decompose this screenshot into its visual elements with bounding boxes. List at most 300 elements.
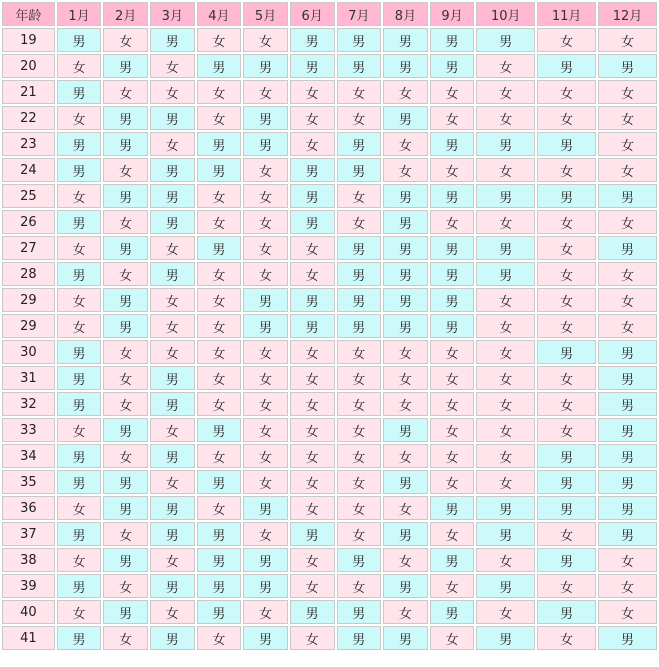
- table-row: [2, 548, 657, 572]
- gender-cell: 男: [290, 210, 335, 234]
- gender-cell: 男: [57, 80, 102, 104]
- gender-cell: 女: [290, 470, 335, 494]
- gender-cell: 男: [103, 418, 148, 442]
- gender-cell: 男: [150, 626, 195, 650]
- gender-cell: 女: [290, 262, 335, 286]
- gender-cell: 女: [476, 210, 535, 234]
- gender-cell: 男: [598, 444, 657, 468]
- gender-cell: 女: [383, 132, 428, 156]
- gender-cell: 男: [476, 184, 535, 208]
- table-row: [2, 184, 657, 208]
- gender-cell: 男: [383, 470, 428, 494]
- gender-cell: 女: [337, 470, 382, 494]
- gender-cell: 女: [197, 314, 242, 338]
- gender-cell: 男: [150, 262, 195, 286]
- gender-cell: 男: [337, 54, 382, 78]
- gender-cell: 男: [243, 496, 288, 520]
- table-row: [2, 444, 657, 468]
- age-column-header: 年龄: [2, 2, 55, 26]
- gender-cell: 女: [103, 340, 148, 364]
- gender-cell: 女: [383, 80, 428, 104]
- gender-cell: 男: [57, 574, 102, 598]
- gender-cell: 女: [197, 80, 242, 104]
- gender-cell: 男: [150, 106, 195, 130]
- gender-cell: 男: [598, 392, 657, 416]
- gender-cell: 男: [197, 158, 242, 182]
- gender-cell: 男: [430, 548, 475, 572]
- gender-cell: 女: [337, 80, 382, 104]
- gender-cell: 女: [197, 444, 242, 468]
- month-header: 2月: [103, 2, 148, 26]
- age-cell: 25: [2, 184, 55, 208]
- gender-cell: 女: [197, 184, 242, 208]
- gender-cell: 男: [337, 28, 382, 52]
- gender-cell: 男: [383, 28, 428, 52]
- gender-cell: 女: [243, 236, 288, 260]
- table-row: [2, 366, 657, 390]
- gender-cell: 女: [243, 470, 288, 494]
- gender-cell: 女: [383, 548, 428, 572]
- gender-cell: 男: [476, 496, 535, 520]
- table-row: [2, 340, 657, 364]
- gender-cell: 女: [243, 80, 288, 104]
- gender-cell: 女: [57, 600, 102, 624]
- gender-cell: 女: [476, 340, 535, 364]
- gender-cell: 女: [598, 106, 657, 130]
- gender-cell: 女: [337, 522, 382, 546]
- gender-cell: 男: [598, 366, 657, 390]
- gender-cell: 女: [476, 54, 535, 78]
- month-header: 10月: [476, 2, 535, 26]
- gender-cell: 女: [476, 158, 535, 182]
- gender-cell: 女: [537, 106, 596, 130]
- gender-cell: 女: [476, 600, 535, 624]
- gender-cell: 女: [476, 548, 535, 572]
- gender-cell: 女: [537, 522, 596, 546]
- gender-cell: 女: [197, 210, 242, 234]
- month-header: 11月: [537, 2, 596, 26]
- month-header: 9月: [430, 2, 475, 26]
- table-row: [2, 314, 657, 338]
- gender-cell: 女: [290, 392, 335, 416]
- gender-cell: 女: [537, 28, 596, 52]
- gender-cell: 女: [598, 210, 657, 234]
- age-cell: 32: [2, 392, 55, 416]
- gender-cell: 女: [103, 28, 148, 52]
- gender-cell: 女: [290, 366, 335, 390]
- gender-cell: 男: [430, 54, 475, 78]
- gender-cell: 女: [290, 444, 335, 468]
- gender-cell: 女: [337, 106, 382, 130]
- month-header: 3月: [150, 2, 195, 26]
- gender-cell: 男: [197, 522, 242, 546]
- gender-cell: 男: [537, 184, 596, 208]
- gender-cell: 男: [243, 54, 288, 78]
- gender-cell: 男: [197, 132, 242, 156]
- gender-cell: 男: [197, 574, 242, 598]
- gender-cell: 男: [337, 158, 382, 182]
- gender-cell: 女: [598, 80, 657, 104]
- gender-cell: 男: [243, 106, 288, 130]
- gender-cell: 女: [290, 132, 335, 156]
- gender-cell: 女: [476, 80, 535, 104]
- gender-cell: 女: [57, 184, 102, 208]
- gender-cell: 女: [103, 158, 148, 182]
- month-header: 7月: [337, 2, 382, 26]
- gender-cell: 男: [103, 470, 148, 494]
- age-cell: 29: [2, 314, 55, 338]
- gender-cell: 女: [150, 340, 195, 364]
- gender-cell: 男: [57, 444, 102, 468]
- gender-cell: 女: [243, 444, 288, 468]
- gender-cell: 男: [537, 496, 596, 520]
- gender-cell: 女: [150, 80, 195, 104]
- gender-cell: 男: [57, 522, 102, 546]
- gender-cell: 女: [103, 522, 148, 546]
- gender-cell: 男: [243, 548, 288, 572]
- table-row: [2, 600, 657, 624]
- gender-cell: 男: [290, 28, 335, 52]
- gender-cell: 女: [537, 314, 596, 338]
- gender-cell: 男: [197, 54, 242, 78]
- gender-cell: 男: [476, 262, 535, 286]
- table-row: [2, 132, 657, 156]
- gender-cell: 男: [197, 236, 242, 260]
- gender-cell: 女: [337, 210, 382, 234]
- gender-cell: 女: [537, 210, 596, 234]
- gender-cell: 男: [537, 54, 596, 78]
- gender-cell: 男: [57, 366, 102, 390]
- gender-cell: 女: [430, 574, 475, 598]
- gender-cell: 女: [150, 548, 195, 572]
- gender-cell: 男: [103, 132, 148, 156]
- month-header: 12月: [598, 2, 657, 26]
- month-header: 4月: [197, 2, 242, 26]
- gender-cell: 男: [598, 418, 657, 442]
- gender-cell: 女: [476, 470, 535, 494]
- gender-cell: 男: [430, 132, 475, 156]
- gender-cell: 男: [290, 314, 335, 338]
- gender-cell: 女: [150, 600, 195, 624]
- table-row: [2, 54, 657, 78]
- gender-cell: 男: [430, 184, 475, 208]
- gender-cell: 男: [537, 340, 596, 364]
- age-cell: 23: [2, 132, 55, 156]
- gender-cell: 女: [430, 522, 475, 546]
- month-header: 5月: [243, 2, 288, 26]
- age-cell: 20: [2, 54, 55, 78]
- gender-cell: 女: [243, 28, 288, 52]
- age-cell: 39: [2, 574, 55, 598]
- gender-cell: 女: [197, 106, 242, 130]
- month-header: 6月: [290, 2, 335, 26]
- gender-cell: 男: [598, 340, 657, 364]
- gender-cell: 男: [383, 522, 428, 546]
- gender-cell: 女: [337, 496, 382, 520]
- gender-cell: 女: [150, 54, 195, 78]
- gender-cell: 女: [243, 340, 288, 364]
- age-cell: 26: [2, 210, 55, 234]
- gender-cell: 女: [598, 132, 657, 156]
- gender-cell: 男: [476, 522, 535, 546]
- table-row: [2, 470, 657, 494]
- gender-cell: 男: [103, 314, 148, 338]
- gender-cell: 男: [103, 600, 148, 624]
- age-cell: 22: [2, 106, 55, 130]
- gender-cell: 女: [537, 236, 596, 260]
- gender-cell: 女: [197, 262, 242, 286]
- age-cell: 35: [2, 470, 55, 494]
- gender-cell: 男: [430, 28, 475, 52]
- gender-cell: 男: [243, 132, 288, 156]
- gender-cell: 女: [476, 314, 535, 338]
- gender-cell: 男: [430, 236, 475, 260]
- age-cell: 40: [2, 600, 55, 624]
- gender-cell: 女: [537, 366, 596, 390]
- gender-cell: 男: [383, 626, 428, 650]
- gender-cell: 男: [598, 54, 657, 78]
- gender-cell: 男: [150, 574, 195, 598]
- gender-cell: 男: [383, 288, 428, 312]
- gender-cell: 女: [103, 210, 148, 234]
- gender-cell: 女: [476, 418, 535, 442]
- gender-cell: 女: [243, 522, 288, 546]
- gender-cell: 男: [337, 262, 382, 286]
- table-row: [2, 262, 657, 286]
- gender-cell: 男: [103, 106, 148, 130]
- gender-cell: 男: [150, 366, 195, 390]
- gender-cell: 男: [383, 184, 428, 208]
- gender-cell: 女: [103, 366, 148, 390]
- gender-cell: 男: [290, 158, 335, 182]
- gender-cell: 男: [243, 314, 288, 338]
- gender-cell: 男: [57, 158, 102, 182]
- gender-cell: 男: [243, 574, 288, 598]
- gender-cell: 男: [290, 184, 335, 208]
- gender-cell: 男: [598, 626, 657, 650]
- gender-cell: 女: [243, 262, 288, 286]
- gender-cell: 女: [290, 548, 335, 572]
- month-header: 1月: [57, 2, 102, 26]
- gender-cell: 男: [243, 626, 288, 650]
- gender-cell: 男: [430, 314, 475, 338]
- gender-cell: 女: [290, 496, 335, 520]
- gender-cell: 女: [430, 418, 475, 442]
- gender-cell: 男: [103, 496, 148, 520]
- gender-cell: 女: [337, 366, 382, 390]
- gender-cell: 女: [476, 106, 535, 130]
- gender-cell: 女: [290, 574, 335, 598]
- gender-cell: 女: [598, 548, 657, 572]
- gender-cell: 男: [537, 548, 596, 572]
- table-body: [2, 28, 657, 650]
- gender-cell: 女: [383, 158, 428, 182]
- gender-cell: 女: [537, 574, 596, 598]
- age-cell: 29: [2, 288, 55, 312]
- age-cell: 34: [2, 444, 55, 468]
- gender-cell: 女: [197, 626, 242, 650]
- gender-cell: 男: [598, 496, 657, 520]
- gender-cell: 女: [57, 548, 102, 572]
- gender-cell: 女: [383, 340, 428, 364]
- age-cell: 24: [2, 158, 55, 182]
- gender-cell: 女: [383, 392, 428, 416]
- gender-cell: 女: [57, 236, 102, 260]
- table-row: [2, 496, 657, 520]
- gender-cell: 男: [290, 288, 335, 312]
- gender-cell: 女: [598, 574, 657, 598]
- gender-cell: 男: [598, 522, 657, 546]
- gender-cell: 男: [57, 392, 102, 416]
- gender-cell: 女: [290, 80, 335, 104]
- gender-cell: 男: [598, 470, 657, 494]
- gender-cell: 男: [598, 184, 657, 208]
- gender-cell: 女: [150, 314, 195, 338]
- gender-cell: 男: [290, 54, 335, 78]
- gender-cell: 女: [383, 444, 428, 468]
- gender-cell: 女: [430, 392, 475, 416]
- age-cell: 19: [2, 28, 55, 52]
- gender-cell: 女: [430, 366, 475, 390]
- gender-cell: 女: [430, 444, 475, 468]
- gender-cell: 女: [150, 132, 195, 156]
- gender-cell: 女: [430, 626, 475, 650]
- gender-cell: 男: [430, 600, 475, 624]
- gender-cell: 女: [537, 418, 596, 442]
- gender-cell: 男: [537, 600, 596, 624]
- gender-cell: 男: [430, 288, 475, 312]
- table-row: [2, 106, 657, 130]
- gender-cell: 女: [430, 106, 475, 130]
- gender-cell: 男: [383, 106, 428, 130]
- gender-cell: 女: [430, 210, 475, 234]
- gender-cell: 女: [197, 288, 242, 312]
- gender-cell: 女: [103, 262, 148, 286]
- gender-cell: 女: [337, 444, 382, 468]
- gender-cell: 女: [337, 184, 382, 208]
- gender-cell: 女: [383, 366, 428, 390]
- gender-cell: 女: [430, 158, 475, 182]
- gender-cell: 女: [243, 600, 288, 624]
- gender-cell: 男: [476, 626, 535, 650]
- gender-cell: 女: [197, 366, 242, 390]
- gender-cell: 女: [290, 236, 335, 260]
- gender-cell: 男: [383, 314, 428, 338]
- gender-cell: 男: [337, 314, 382, 338]
- gender-cell: 女: [197, 28, 242, 52]
- gender-cell: 男: [197, 548, 242, 572]
- gender-cell: 男: [383, 418, 428, 442]
- gender-cell: 女: [383, 496, 428, 520]
- age-cell: 36: [2, 496, 55, 520]
- gender-cell: 女: [57, 418, 102, 442]
- age-cell: 27: [2, 236, 55, 260]
- gender-cell: 男: [383, 574, 428, 598]
- gender-cell: 男: [537, 132, 596, 156]
- gender-cell: 男: [337, 236, 382, 260]
- gender-cell: 女: [537, 392, 596, 416]
- gender-cell: 女: [537, 626, 596, 650]
- gender-cell: 女: [537, 80, 596, 104]
- gender-cell: 女: [57, 496, 102, 520]
- gender-cell: 女: [103, 392, 148, 416]
- gender-cell: 女: [57, 288, 102, 312]
- age-cell: 37: [2, 522, 55, 546]
- gender-cell: 女: [598, 262, 657, 286]
- gender-cell: 男: [383, 54, 428, 78]
- month-header: 8月: [383, 2, 428, 26]
- gender-cell: 男: [103, 54, 148, 78]
- age-cell: 30: [2, 340, 55, 364]
- gender-cell: 男: [537, 444, 596, 468]
- table-row: [2, 574, 657, 598]
- gender-cell: 女: [243, 158, 288, 182]
- gender-cell: 男: [103, 288, 148, 312]
- table-row: [2, 80, 657, 104]
- gender-cell: 女: [243, 392, 288, 416]
- table-row: [2, 418, 657, 442]
- gender-cell: 女: [150, 418, 195, 442]
- gender-cell: 女: [537, 262, 596, 286]
- gender-cell: 男: [57, 210, 102, 234]
- gender-cell: 男: [103, 184, 148, 208]
- gender-cell: 女: [150, 288, 195, 312]
- header-row: [2, 2, 657, 26]
- gender-cell: 男: [150, 28, 195, 52]
- gender-cell: 男: [57, 470, 102, 494]
- gender-cell: 男: [103, 236, 148, 260]
- gender-cell: 男: [598, 236, 657, 260]
- gender-cell: 男: [150, 392, 195, 416]
- age-cell: 28: [2, 262, 55, 286]
- gender-cell: 男: [150, 158, 195, 182]
- gender-cell: 女: [537, 158, 596, 182]
- age-cell: 38: [2, 548, 55, 572]
- gender-cell: 女: [197, 496, 242, 520]
- table-row: [2, 392, 657, 416]
- gender-cell: 女: [598, 158, 657, 182]
- gender-cell: 女: [476, 392, 535, 416]
- table-row: [2, 522, 657, 546]
- age-cell: 33: [2, 418, 55, 442]
- gender-cell: 女: [57, 106, 102, 130]
- gender-cell: 男: [383, 236, 428, 260]
- gender-cell: 女: [197, 392, 242, 416]
- age-cell: 41: [2, 626, 55, 650]
- gender-cell: 女: [598, 288, 657, 312]
- gender-cell: 女: [598, 600, 657, 624]
- gender-cell: 男: [290, 522, 335, 546]
- gender-cell: 男: [150, 210, 195, 234]
- gender-cell: 男: [150, 522, 195, 546]
- gender-cell: 女: [150, 236, 195, 260]
- gender-cell: 男: [383, 262, 428, 286]
- gender-cell: 女: [383, 600, 428, 624]
- gender-cell: 男: [150, 184, 195, 208]
- gender-cell: 男: [57, 340, 102, 364]
- gender-cell: 女: [476, 366, 535, 390]
- age-cell: 31: [2, 366, 55, 390]
- gender-cell: 女: [290, 626, 335, 650]
- gender-cell: 男: [197, 600, 242, 624]
- gender-cell: 女: [476, 444, 535, 468]
- gender-cell: 男: [337, 548, 382, 572]
- gender-cell: 女: [197, 340, 242, 364]
- gender-cell: 男: [57, 626, 102, 650]
- gender-cell: 男: [476, 132, 535, 156]
- gender-cell: 女: [103, 80, 148, 104]
- table-row: [2, 288, 657, 312]
